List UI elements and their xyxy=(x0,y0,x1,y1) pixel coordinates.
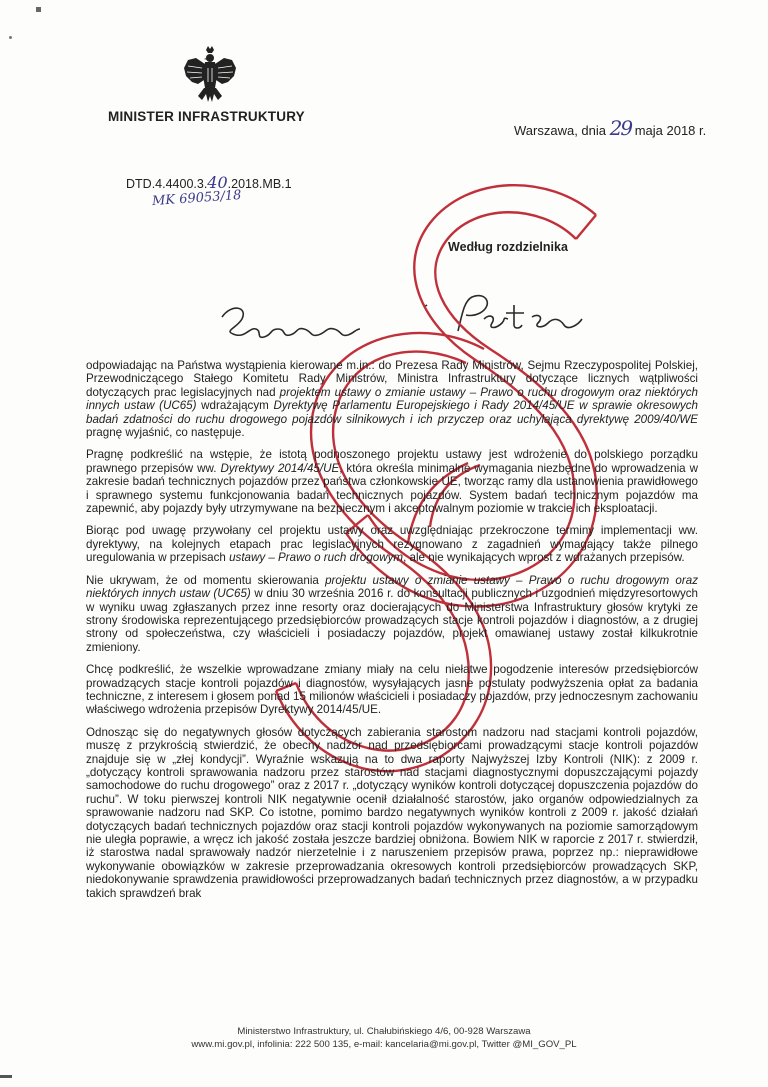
scan-dot xyxy=(9,36,12,39)
handwritten-salutation xyxy=(214,283,634,343)
paragraph-text: Biorąc pod uwagę przywołany cel projektu ustawy oraz uwzględniając przekroczone terminy implementacji ww. dyrektywy, na kolejnych etapach prac legislacyjnych rezygnowano z zagadnień wymagający także pilnego uregulowania w przepisach xyxy=(86,524,698,565)
date-day-handwritten: 29 xyxy=(609,116,632,140)
paragraph-text: pragnę wyjaśnić, co następuje. xyxy=(86,426,245,440)
paragraph-text: , która określa minimalne wymagania niezbędne do wprowadzenia w zakresie badań technicznych pojazdów przez państwa członkowskie UE, tworząc ramy dla ustanowienia prawidłowego i sprawnego systemu funkcjonowania badań technicznych pojazdów. System badań technicznym pojazdów ma zapewnić, aby pojazdy były utrzymywane na bezpiecznym i akceptowalnym poziomie w trakcie ich eksploatacji. xyxy=(86,461,698,516)
date-suffix: maja 2018 r. xyxy=(634,123,707,138)
date-line xyxy=(514,116,706,140)
italic-citation: projektem ustawy o zmianie ustawy – Prawo o ruchu drogowym oraz niektórych innych ustaw (UC65) xyxy=(86,385,698,413)
paragraph-text: Pragnę podkreślić na wstępie, że istotą podnoszonego projektu ustawy jest wdrożenie do polskiego porządku prawnego przepisów ww. xyxy=(86,448,698,475)
handwritten-registry-note: MK 69053/18 xyxy=(151,187,242,210)
ministry-footer xyxy=(0,1025,768,1051)
italic-citation: Dyrektywę Parlamentu Europejskiego i Rady 2014/45/UE w sprawie okresowych badań zdatności do ruchu drogowego pojazdów silnikowych i ich przyczep oraz uchylająca dyrektywę 2009/40/WE xyxy=(86,399,698,426)
letter-body xyxy=(86,359,698,909)
italic-citation: projektu ustawy o zmianie ustawy – Prawo o ruchu drogowym oraz niektórych innych ustaw (UC65) xyxy=(86,573,698,601)
reference-prefix: DTD.4.4400.3. xyxy=(126,177,208,191)
body-paragraph xyxy=(86,726,698,900)
recipient-line: Według rozdzielnika xyxy=(448,240,568,254)
paragraph-text: , ale nie wynikających wprost z wdrażanych przepisów. xyxy=(403,551,685,565)
polish-eagle-emblem-icon xyxy=(178,44,242,108)
date-prefix: Warszawa, dnia xyxy=(514,123,606,138)
reference-suffix: .2018.MB.1 xyxy=(227,177,292,191)
footer-address: Ministerstwo Infrastruktury, ul. Chałubińskiego 4/6, 00-928 Warszawa xyxy=(237,1026,531,1037)
italic-citation: Dyrektywy 2014/45/UE xyxy=(220,461,340,475)
reference-number-handwritten: 40 xyxy=(207,173,228,192)
body-paragraph xyxy=(86,359,698,439)
footer-contact: www.mi.gov.pl, infolinia: 222 500 135, e-mail: kancelaria@mi.gov.pl, Twitter @MI_GOV_PL xyxy=(191,1039,577,1050)
paragraph-text: Chcę podkreślić, że wszelkie wprowadzane zmiany miały na celu niełatwe pogodzenie interesów przedsiębiorców prowadzących stacje kontroli pojazdów i diagnostów, wysyłających jasne postulaty podwyższenia opłat za badania techniczne, z interesem i głosem ponad 15 milionów właścicieli i posiadaczy pojazdów, przy jednoczesnym zachowaniu właściwego wdrożenia przepisów Dyrektywy 2014/45/UE. xyxy=(86,663,698,717)
scan-edge-mark xyxy=(0,1075,12,1078)
ministry-title: MINISTER INFRASTRUKTURY xyxy=(108,109,305,124)
body-paragraph xyxy=(86,574,698,654)
italic-citation: ustawy – Prawo o ruch drogowym xyxy=(229,551,404,565)
paragraph-text: wdrażającym xyxy=(196,399,274,413)
body-paragraph xyxy=(86,448,698,515)
paragraph-text: Odnosząc się do negatywnych głosów dotyczących zabierania starostom nadzoru nad stacjami kontroli pojazdów, muszę z przykrością stwierdzić, że obecny nadzór nad przedsiębiorcami prowadzącymi stacje kontroli pojazdów znajduje się w „złej kondycji”. Wyraźnie wskazują na to dwa raporty Najwyższej Izby Kontroli (NIK): z 2009 r. „dotyczący kontroli sprawowania nadzoru przez starostów nad stacjami diagnostycznymi dopuszczającymi pojazdy samochodowe do ruchu drogowego” oraz z 2017 r. „dotyczący wyników kontroli dotyczącej dopuszczenia pojazdów do ruchu”. W toku pierwszej kontroli NIK negatywnie ocenił działalność starostów, jako organów odpowiedzialnych za sprawowanie nadzoru nad SKP. Co istotne, pomimo bardzo negatywnych wyników kontroli z 2009 r. jakość działań dotyczących badań technicznych pojazdów oraz stacji kontroli pojazdów wykonywanych na poziomie samorządowym nie uległa poprawie, a wręcz ich jakość została jeszcze bardziej obniżona. Bowiem NIK w raporcie z 2017 r. stwierdził, iż starostwa nadal sprawowały nadzór nierzetelnie i z naruszeniem przepisów prawa, poprzez np.: nieprawidłowe wykonywanie obowiązków w zakresie przeprowadzania okresowych kontroli przedsiębiorców prowadzących SKP, niedokonywanie sprawdzenia prawidłowości przeprowadzanych badań technicznych przez diagnostów, a w przypadku takich sprawdzeń brak xyxy=(86,725,698,900)
scan-mark xyxy=(36,7,41,12)
paragraph-text: odpowiadając na Państwa wystąpienia kierowane m.in.: do Prezesa Rady Ministrów, Sejmu Rzeczypospolitej Polskiej, Przewodniczącego Stałego Komitetu Rady Ministrów, Ministra Infrastruktury dotyczące licznych wątpliwości dotyczących prac legislacyjnych nad xyxy=(86,359,698,399)
body-paragraph xyxy=(86,663,698,717)
paragraph-text: Nie ukrywam, że od momentu skierowania xyxy=(86,573,326,587)
body-paragraph xyxy=(86,524,698,564)
paragraph-text: w dniu 30 września 2016 r. do konsultacji publicznych i uzgodnień międzyresortowych w wyniku uwag zgłaszanych przez inne resorty oraz docierających do Ministerstwa Infrastruktury głosów krytyki ze strony środowiska reprezentującego przedsiębiorców prowadzących stacje kontroli pojazdów i diagnostów, a z drugiej strony od społeczeństwa, czy właścicieli i posiadaczy pojazdów, projekt omawianej ustawy został kilkukrotnie zmieniony. xyxy=(86,587,699,654)
